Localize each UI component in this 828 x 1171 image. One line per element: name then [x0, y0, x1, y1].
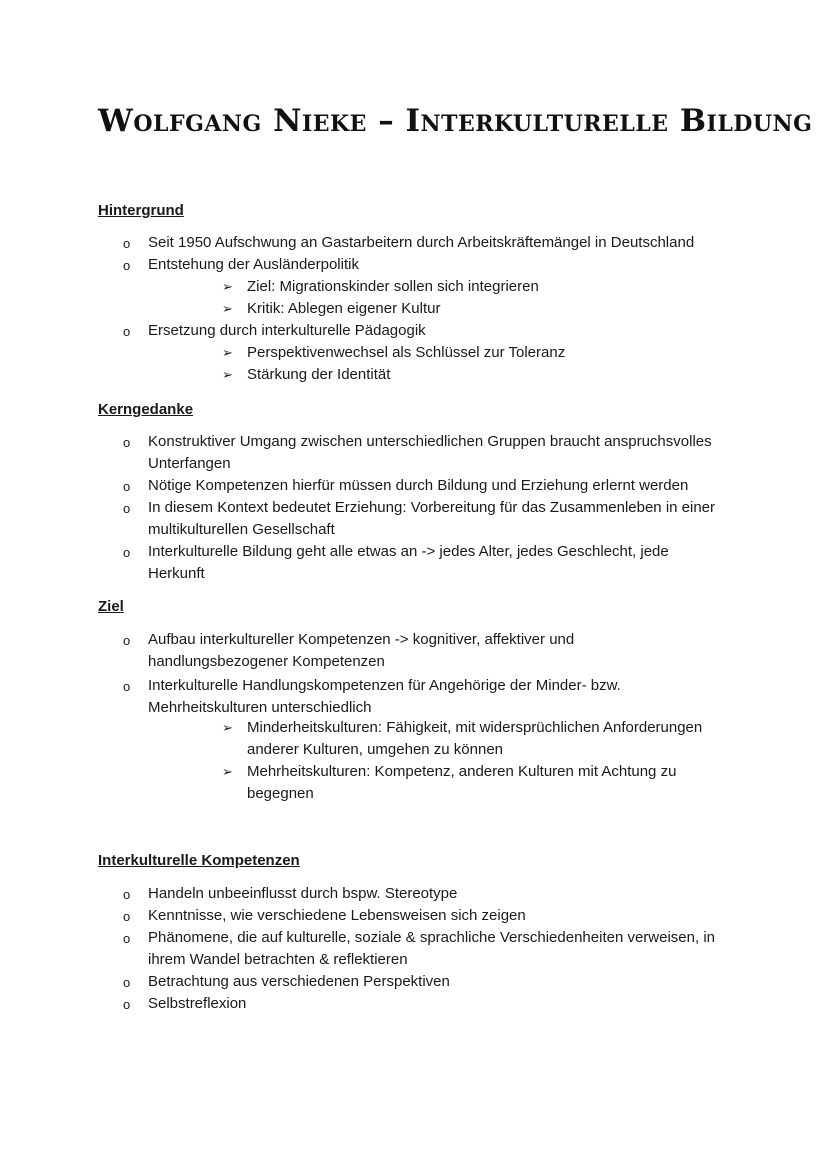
- bullet-circle-icon: o: [123, 324, 131, 339]
- bullet-arrow-icon: ➢: [222, 720, 233, 735]
- list-item-text: Handeln unbeeinflusst durch bspw. Stereotype: [148, 885, 458, 902]
- list-item-text: handlungsbezogener Kompetenzen: [148, 653, 385, 670]
- bullet-circle-icon: o: [123, 909, 131, 924]
- sub-item-text: Ziel: Migrationskinder sollen sich integrieren: [247, 278, 539, 295]
- bullet-circle-icon: o: [123, 236, 131, 251]
- list-item-text: In diesem Kontext bedeutet Erziehung: Vorbereitung für das Zusammenleben in einer: [148, 499, 716, 516]
- list-item-text: multikulturellen Gesellschaft: [148, 521, 335, 538]
- list-item-text: Entstehung der Ausländerpolitik: [148, 256, 359, 273]
- section-heading: Ziel: [98, 598, 124, 615]
- bullet-arrow-icon: ➢: [222, 301, 233, 316]
- bullet-arrow-icon: ➢: [222, 279, 233, 294]
- bullet-circle-icon: o: [123, 887, 131, 902]
- list-item-text: Herkunft: [148, 565, 205, 582]
- list-item-text: Selbstreflexion: [148, 995, 247, 1012]
- bullet-circle-icon: o: [123, 258, 131, 273]
- sub-item-text: Stärkung der Identität: [247, 366, 391, 383]
- list-item-text: Aufbau interkultureller Kompetenzen -> kognitiver, affektiver und: [148, 631, 575, 648]
- bullet-circle-icon: o: [123, 931, 131, 946]
- section-heading: Hintergrund: [98, 202, 184, 219]
- list-item-text: Seit 1950 Aufschwung an Gastarbeitern durch Arbeitskräftemängel in Deutschland: [148, 234, 695, 251]
- bullet-arrow-icon: ➢: [222, 367, 233, 382]
- list-item-text: Kenntnisse, wie verschiedene Lebensweisen sich zeigen: [148, 907, 526, 924]
- section-heading: Interkulturelle Kompetenzen: [98, 852, 300, 869]
- bullet-arrow-icon: ➢: [222, 764, 233, 779]
- bullet-circle-icon: o: [123, 501, 131, 516]
- list-item-text: Phänomene, die auf kulturelle, soziale & sprachliche Verschiedenheiten verweisen, in: [148, 929, 716, 946]
- sub-item-text: Perspektivenwechsel als Schlüssel zur Toleranz: [247, 344, 566, 361]
- page-title: Wolfgang Nieke – Interkulturelle Bildung: [98, 103, 813, 139]
- list-item-text: Nötige Kompetenzen hierfür müssen durch Bildung und Erziehung erlernt werden: [148, 477, 689, 494]
- bullet-circle-icon: o: [123, 975, 131, 990]
- sub-item-text: anderer Kulturen, umgehen zu können: [247, 741, 504, 758]
- list-item-text: Konstruktiver Umgang zwischen unterschiedlichen Gruppen braucht anspruchsvolles: [148, 433, 712, 450]
- bullet-circle-icon: o: [123, 633, 131, 648]
- sub-item-text: Minderheitskulturen: Fähigkeit, mit widersprüchlichen Anforderungen: [247, 719, 703, 736]
- list-item-text: Unterfangen: [148, 455, 231, 472]
- list-item-text: Ersetzung durch interkulturelle Pädagogik: [148, 322, 426, 339]
- list-item-text: Interkulturelle Handlungskompetenzen für Angehörige der Minder- bzw.: [148, 677, 621, 694]
- sub-item-text: begegnen: [247, 785, 314, 802]
- bullet-arrow-icon: ➢: [222, 345, 233, 360]
- bullet-circle-icon: o: [123, 997, 131, 1012]
- list-item-text: Interkulturelle Bildung geht alle etwas an -> jedes Alter, jedes Geschlecht, jede: [148, 543, 669, 560]
- list-item-text: Betrachtung aus verschiedenen Perspektiven: [148, 973, 450, 990]
- bullet-circle-icon: o: [123, 545, 131, 560]
- sub-item-text: Mehrheitskulturen: Kompetenz, anderen Kulturen mit Achtung zu: [247, 763, 677, 780]
- list-item-text: ihrem Wandel betrachten & reflektieren: [148, 951, 408, 968]
- bullet-circle-icon: o: [123, 679, 131, 694]
- section-heading: Kerngedanke: [98, 401, 194, 418]
- bullet-circle-icon: o: [123, 435, 131, 450]
- sub-item-text: Kritik: Ablegen eigener Kultur: [247, 300, 441, 317]
- bullet-circle-icon: o: [123, 479, 131, 494]
- list-item-text: Mehrheitskulturen unterschiedlich: [148, 699, 372, 716]
